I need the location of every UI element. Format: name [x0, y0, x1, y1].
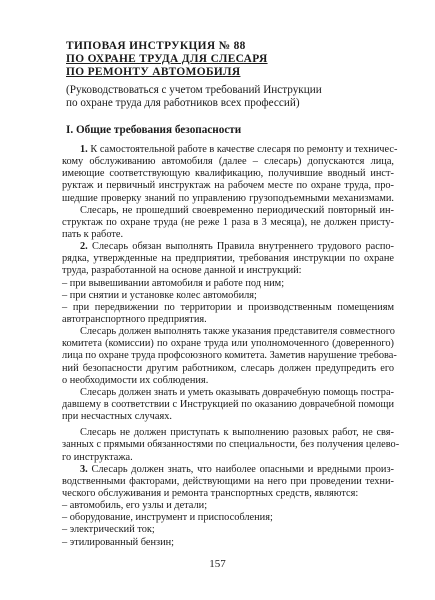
document-title [66, 40, 396, 79]
paragraph-line: структаж по охране труда (не реже 1 раза в 3 месяца), не должен присту- [62, 216, 394, 228]
paragraph-line: водственными факторами, действующими на него при проведении техни- [62, 475, 394, 487]
clause-number: 1. [80, 144, 88, 155]
paragraph-line [62, 144, 398, 156]
page-number: 157 [209, 558, 226, 570]
paragraph-line: го инструктажа. [62, 451, 133, 463]
paragraph-line: имеющие соответствующую квалификацию, получившие вводный инст- [62, 168, 394, 180]
paragraph-line [62, 241, 394, 253]
note-line-1: (Руководствоваться с учетом требований Инструкции [66, 84, 322, 96]
guidance-note [66, 84, 386, 111]
paragraph-line: кому обслуживанию автомобиля (далее – слесарь) допускаются лица, [62, 156, 394, 168]
paragraph-line: рядка, утвержденные на предприятии, требования инструкции по охране [62, 253, 394, 265]
line-text: К самостоятельной работе в качестве слесаря по ремонту и техничес- [90, 144, 398, 155]
paragraph-line: Слесарь, не прошедший своевременно периодический повторный ин- [80, 204, 394, 216]
paragraph-line: ний безопасности другим работником, слесарь должен предупредить его [62, 362, 394, 374]
paragraph-line: занных с прямыми обязанностями по специальности, без получения целево- [62, 439, 400, 451]
title-line-1: ТИПОВАЯ ИНСТРУКЦИЯ № 88 [66, 40, 246, 52]
paragraph-line: руктаж и первичный инструктаж на рабочем месте по охране труда, про- [62, 180, 394, 192]
clause-number: 2. [80, 241, 88, 253]
dash-list-item: – этилированный бензин; [62, 536, 175, 548]
title-line-3: ПО РЕМОНТУ АВТОМОБИЛЯ [66, 66, 241, 78]
paragraph-line: автотранспортного предприятия. [62, 313, 207, 325]
clause-number: 3. [80, 463, 88, 475]
paragraph-line: пать к работе. [62, 228, 124, 240]
paragraph-line: давшему в соответствии с Инструкцией по оказанию доврачебной помощи [62, 398, 394, 410]
section-heading: I. Общие требования безопасности [66, 124, 242, 136]
paragraph-line: Слесарь должен знать и уметь оказывать доврачебную помощь постра- [80, 386, 394, 398]
dash-list-item: – оборудование, инструмент и приспособления; [62, 512, 273, 524]
line-text: Слесарь обязан выполнять Правила внутреннего трудового распо- [91, 241, 394, 253]
paragraph-line: шедшие проверку знаний по управлению грузоподъемными механизмами. [62, 192, 394, 204]
dash-list-item: – при передвижении по территории и производственным помещениям [62, 301, 394, 313]
paragraph-line: лица по охране труда профсоюзного комитета. Заметив нарушение требова- [62, 350, 397, 362]
paragraph-line: при несчастных случаях. [62, 411, 172, 423]
dash-list-item: – автомобиль, его узлы и детали; [62, 500, 208, 512]
paragraph-line [62, 464, 394, 476]
dash-list-item: – электрический ток; [62, 524, 155, 536]
document-body [62, 144, 400, 549]
note-line-2: по охране труда для работников всех профессий) [66, 97, 300, 110]
paragraph-line: Слесарь не должен приступать к выполнению разовых работ, не свя- [80, 427, 394, 439]
line-text: Слесарь должен знать, что наиболее опасными и вредными произ- [91, 463, 394, 475]
dash-list-item: – при вывешивании автомобиля и работе под ним; [62, 277, 285, 289]
paragraph-line: комитета (комиссии) по охране труда или уполномоченного (доверенного) [62, 338, 394, 350]
paragraph-line: ческого обслуживания и ремонта транспортных средств, являются: [62, 487, 359, 499]
paragraph-line: труда, разработанной на основе данной и инструкций: [62, 265, 302, 277]
title-line-2: ПО ОХРАНЕ ТРУДА ДЛЯ СЛЕСАРЯ [66, 53, 268, 65]
dash-list-item: – при снятии и установке колес автомобиля; [62, 289, 257, 301]
paragraph-line: о необходимости их соблюдения. [62, 374, 209, 386]
paragraph-line: Слесарь должен выполнять также указания представителя совместного [80, 326, 395, 338]
